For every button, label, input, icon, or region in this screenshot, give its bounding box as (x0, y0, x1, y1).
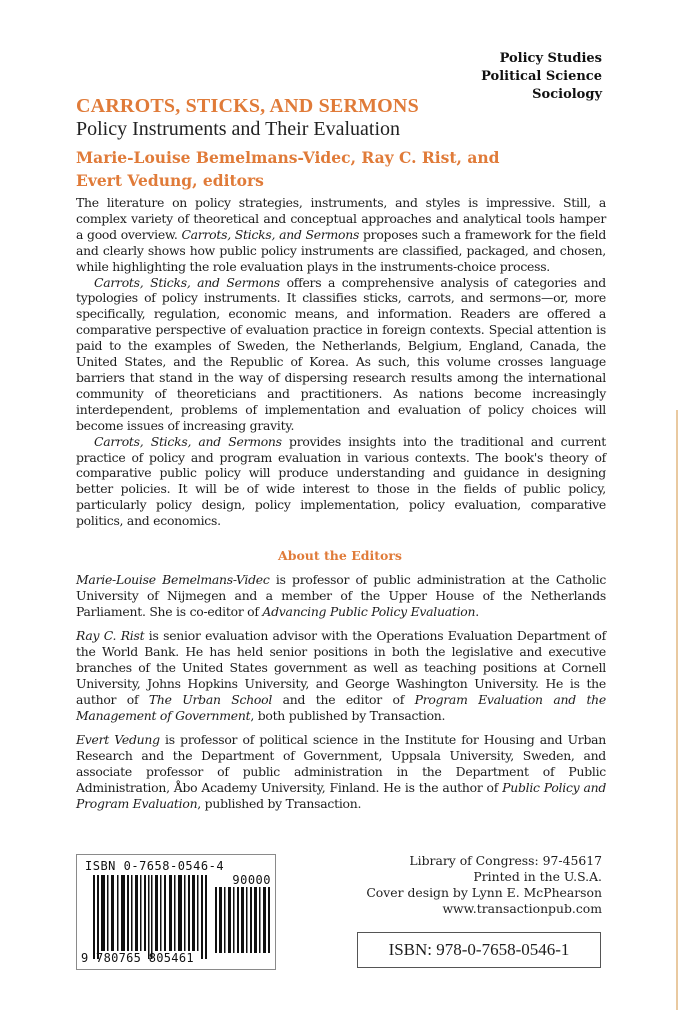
book-description (76, 195, 606, 529)
barcode-addon-number: 90000 (232, 873, 271, 887)
editors-line-2: Evert Vedung, editors (76, 171, 264, 190)
description-paragraph-3: Carrots, Sticks, and Sermons provides insights into the traditional and current practice of policy and program evaluation in various contexts. The book's theory of comparative public policy will produce understanding and guidance in designing better policies. It will be of wide interest to those in the fields of public policy, particularly policy design, policy implementation, policy evaluation, comparative politics, and economics. (76, 433, 606, 529)
barcode-bars-icon (93, 875, 211, 959)
subject-categories (481, 50, 602, 104)
bio-bemelmans-videc: Marie-Louise Bemelmans-Videc is professor of public administration at the Catholic University of Nijmegen and a member of the Upper House of the Netherlands Parliament. She is co-editor of Advancing Public Policy Evaluation. (76, 572, 607, 619)
subject-sociology: Sociology (532, 87, 602, 102)
publication-info (366, 853, 602, 917)
printed-in: Printed in the U.S.A. (473, 869, 602, 884)
about-editors-heading: About the Editors (278, 548, 402, 563)
bio-rist: Ray C. Rist is senior evaluation advisor with the Operations Evaluation Department of the World Bank. He has held senior positions in both the legislative and executive branches of the United States government as well as teaching positions at Cornell University, Johns Hopkins University, and George Washington University. He is the author of The Urban School and the editor of Program Evaluation and the Management of Government, both published by Transaction. (76, 628, 606, 723)
library-of-congress: Library of Congress: 97-45617 (409, 853, 602, 868)
description-paragraph-2: Carrots, Sticks, and Sermons offers a comprehensive analysis of categories and typologies of policy instruments. It classifies sticks, carrots, and sermons—or, more specifically, regulation, economic means, and information. Readers are offered a comparative perspective of evaluation practice in foreign contexts. Special attention is paid to the examples of Sweden, the Netherlands, Belgium, England, Canada, the United States, and the Republic of Korea. As such, this volume crosses language barriers that stand in the way of dispersing research results among the international community of theoreticians and practitioners. As nations become increasingly interdependent, problems of implementation and evaluation of policy choices will become issues of increasing gravity. (76, 274, 606, 433)
description-paragraph-1: The literature on policy strategies, instruments, and styles is impressive. Still, a complex variety of theoretical and conceptual approaches and analytical tools hamper a good overview. Carrots, Sticks, and Sermons proposes such a framework for the field and clearly shows how public policy instruments are classified, packaged, and chosen, while highlighting the role evaluation plays in the instruments-choice process. (76, 195, 606, 274)
isbn13-box: ISBN: 978-0-7658-0546-1 (357, 932, 601, 968)
barcode-addon-bars-icon (215, 887, 271, 953)
ean-number: 9 780765 805461 (81, 951, 194, 965)
subject-political-science: Political Science (481, 69, 602, 84)
cover-design-credit: Cover design by Lynn E. McPhearson (366, 885, 602, 900)
isbn-barcode (76, 854, 276, 970)
subject-policy-studies: Policy Studies (499, 51, 602, 66)
editor-bios (76, 572, 606, 820)
isbn10-label: ISBN 0-7658-0546-4 (85, 859, 225, 873)
publisher-website: www.transactionpub.com (442, 901, 602, 916)
editors-line-1: Marie-Louise Bemelmans-Videc, Ray C. Rist, and (76, 148, 500, 167)
book-editors (76, 146, 596, 192)
spine-edge-line (676, 410, 678, 1010)
book-subtitle: Policy Instruments and Their Evaluation (76, 118, 401, 140)
bio-vedung: Evert Vedung is professor of political science in the Institute for Housing and Urban Research and the Department of Government, Uppsala University, Sweden, and associate professor of public administration in the Department of Public Administration, Åbo Academy University, Finland. He is the author of Public Policy and Program Evaluation, published by Transaction. (76, 732, 607, 811)
book-title: CARROTS, STICKS, AND SERMONS (76, 95, 419, 117)
